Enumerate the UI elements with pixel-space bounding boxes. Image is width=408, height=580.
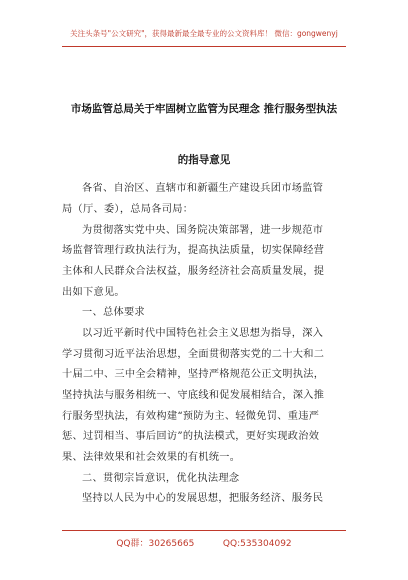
body-line-10: 十届二中、三中全会精神，坚持严格规范公正文明执法， (62, 369, 325, 380)
body-line-14: 果、法律效果和社会效果的有机统一。 (62, 452, 241, 463)
body-line-13: 惩、过罚相当、事后回访”的执法模式，更好实现政治效 (62, 431, 320, 442)
promo-header: 关注头条号"公文研究"，获得最新最全最专业的公文资料库！ 微信：gongwenyj (70, 29, 338, 38)
document-title-line-1: 市场监管总局关于牢固树立监管为民理念 推行服务型执法 (70, 103, 338, 115)
body-line-6: 出如下意见。 (62, 287, 125, 298)
body-line-1: 各省、自治区、直辖市和新疆生产建设兵团市场监管 (82, 183, 324, 194)
body-line-9: 学习贯彻习近平法治思想，全面贯彻落实党的二十大和二 (62, 349, 325, 360)
header-rule (62, 46, 346, 47)
footer-rule (62, 530, 346, 531)
body-line-3: 为贯彻落实党中央、国务院决策部署，进一步规范市 (82, 225, 324, 236)
body-line-12: 行服务型执法，有效构建“预防为主、轻微免罚、重违严 (62, 411, 320, 422)
section-heading-2: 二、贯彻宗旨意识，优化执法理念 (82, 473, 240, 484)
document-title-line-2: 的指导意见 (177, 154, 231, 166)
body-line-8: 以习近平新时代中国特色社会主义思想为指导，深入 (82, 328, 324, 339)
body-line-5: 主体和人民群众合法权益，服务经济社会高质量发展，提 (62, 266, 325, 277)
body-line-2: 局（厅、委），总局各司局： (62, 204, 194, 215)
body-line-16: 坚持以人民为中心的发展思想，把服务经济、服务民 (82, 493, 324, 504)
body-line-4: 场监督管理行政执法行为，提高执法质量，切实保障经营 (62, 245, 325, 256)
body-line-11: 坚持执法与服务相统一、守底线和促发展相结合，深入推 (62, 390, 325, 401)
contact-footer: QQ群：30265665 QQ:535304092 (116, 539, 292, 549)
section-heading-1: 一、总体要求 (82, 307, 145, 318)
